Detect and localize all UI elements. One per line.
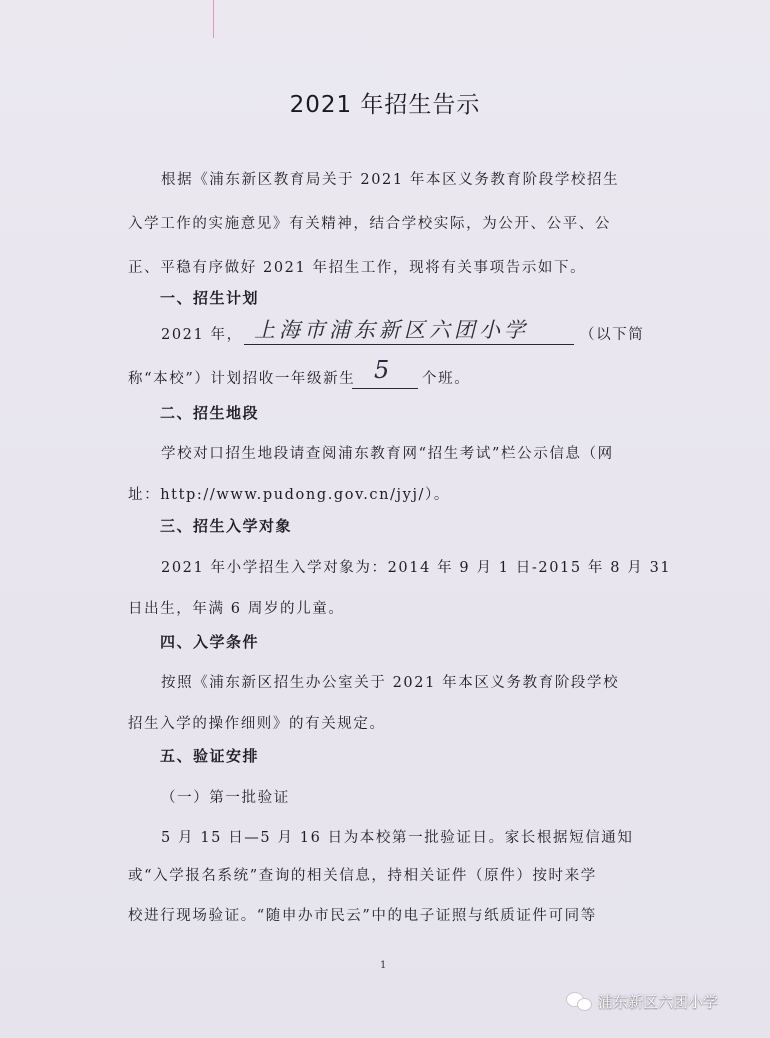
verification-line-2: 或“入学报名系统”查询的相关信息，持相关证件（原件）按时来学	[128, 868, 597, 884]
conditions-line-2: 招生入学的操作细则》的有关规定。	[128, 716, 386, 732]
eligibility-line-1: 2021 年小学招生入学对象为：2014 年 9 月 1 日-2015 年 8 月 31	[161, 560, 672, 576]
watermark-text: 浦东新区六团小学	[598, 992, 719, 1011]
intro-line-3: 正、平稳有序做好 2021 年招生工作，现将有关事项告示如下。	[128, 260, 587, 276]
verification-subheading: （一）第一批验证	[161, 790, 290, 806]
zone-line-1: 学校对口招生地段请查阅浦东教育网“招生考试”栏公示信息（网	[161, 446, 614, 462]
conditions-line-1: 按照《浦东新区招生办公室关于 2021 年本区义务教育阶段学校	[161, 675, 620, 691]
plan-line-2-prefix: 称“本校”）计划招收一年级新生	[128, 371, 356, 387]
page-number: 1	[380, 960, 387, 971]
school-name-handwritten: 上海市浦东新区六团小学	[254, 318, 529, 342]
intro-line-2: 入学工作的实施意见》有关精神，结合学校实际，为公开、公平、公	[128, 216, 611, 232]
eligibility-line-2: 日出生，年满 6 周岁的儿童。	[128, 601, 345, 617]
section-5-heading: 五、验证安排	[160, 747, 260, 765]
zone-line-2: 址：http://www.pudong.gov.cn/jyj/）。	[128, 487, 450, 503]
margin-mark	[213, 0, 214, 38]
section-3-heading: 三、招生入学对象	[160, 517, 293, 535]
intro-line-1: 根据《浦东新区教育局关于 2021 年本区义务教育阶段学校招生	[161, 172, 620, 188]
class-count-handwritten: 5	[374, 356, 394, 384]
section-1-heading: 一、招生计划	[160, 289, 260, 307]
verification-line-1: 5 月 15 日—5 月 16 日为本校第一批验证日。家长根据短信通知	[161, 830, 634, 846]
verification-line-3: 校进行现场验证。“随申办市民云”中的电子证照与纸质证件可同等	[128, 908, 597, 924]
wechat-icon	[566, 990, 592, 1012]
document-title: 2021 年招生告示	[289, 92, 481, 118]
account-watermark	[566, 990, 718, 1012]
plan-line-2-suffix: 个班。	[422, 371, 471, 387]
section-2-heading: 二、招生地段	[160, 404, 260, 422]
plan-line-1-suffix: （以下简	[580, 327, 645, 343]
plan-line-1-prefix: 2021 年，	[161, 327, 243, 343]
section-4-heading: 四、入学条件	[160, 633, 260, 651]
